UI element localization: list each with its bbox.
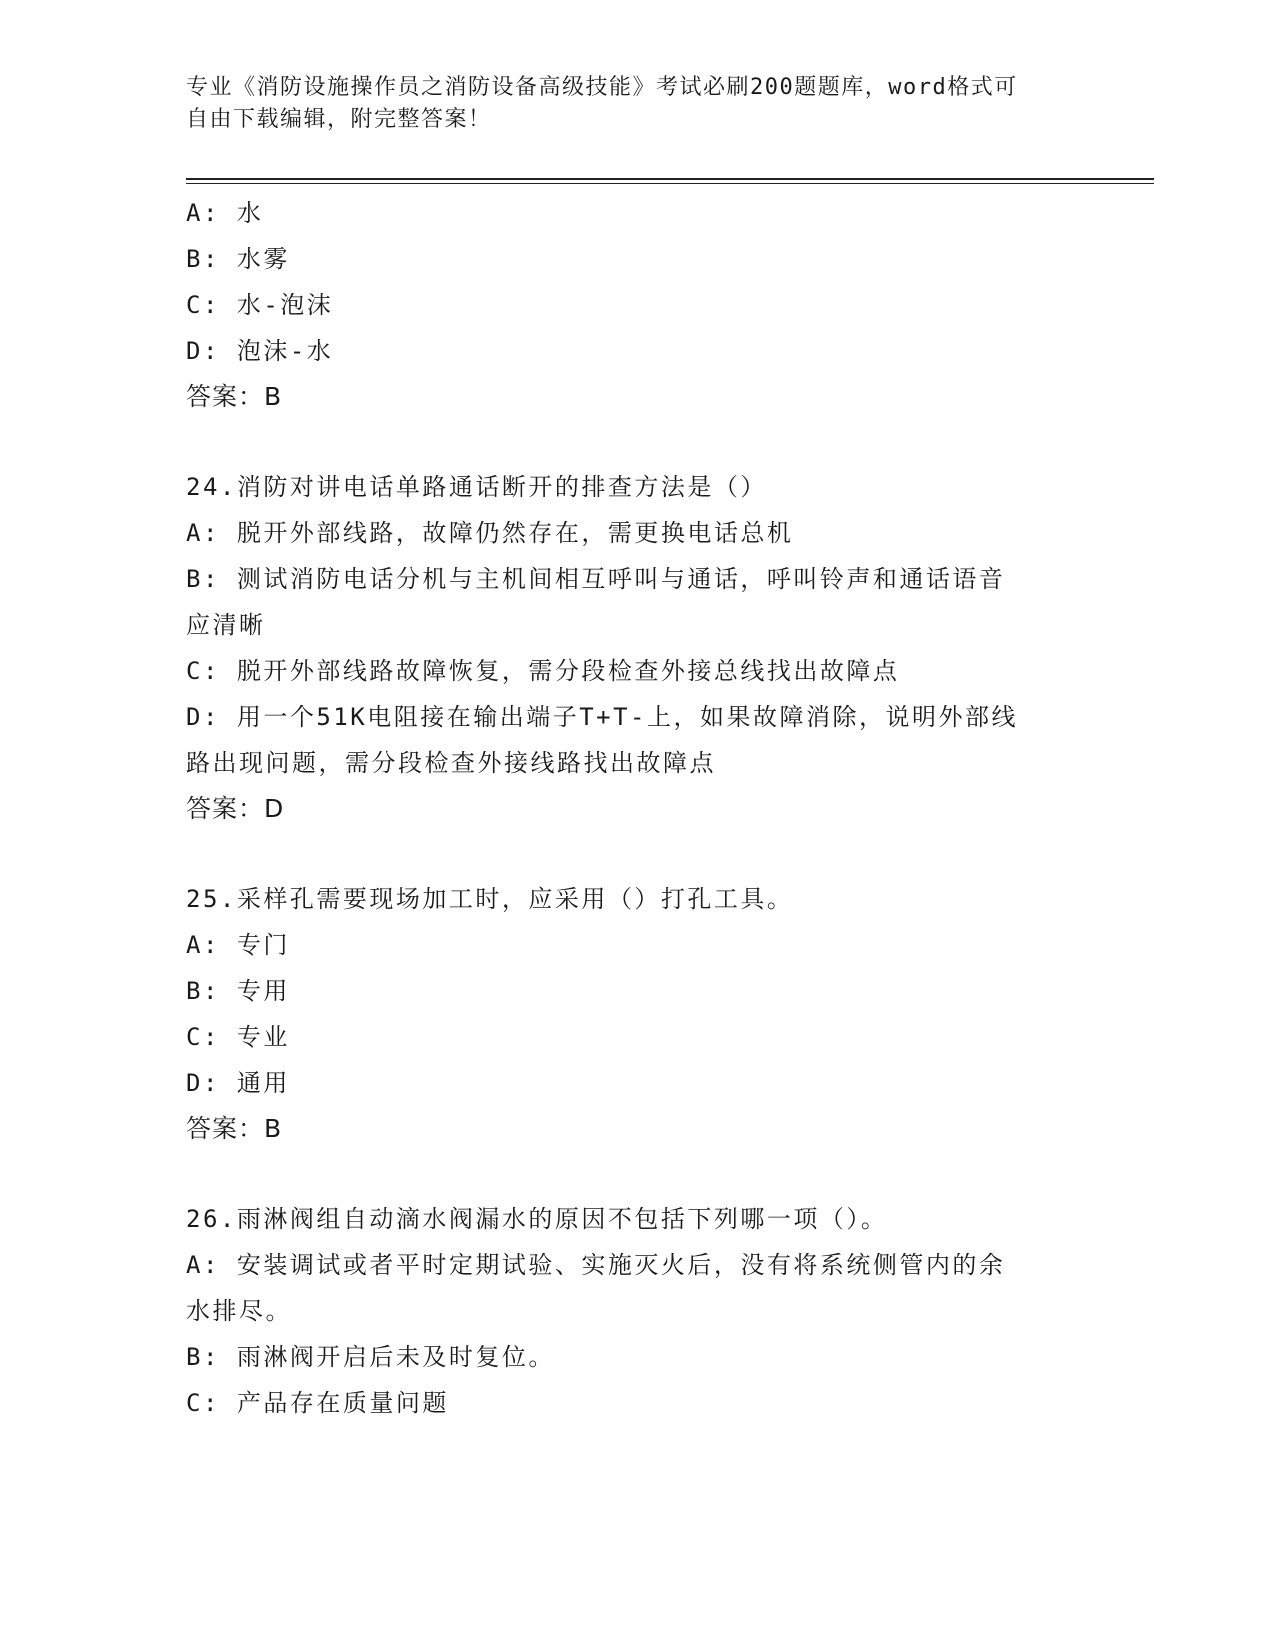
option-d: D: 泡沫-水 xyxy=(186,337,334,365)
option-a: A: 专门 xyxy=(186,931,290,959)
option-a: A: 安装调试或者平时定期试验、实施灭火后，没有将系统侧管内的余 xyxy=(186,1251,1006,1279)
answer: 答案：B xyxy=(186,382,283,411)
option-b: B: 雨淋阀开启后未及时复位。 xyxy=(186,1343,555,1371)
option-a: A: 脱开外部线路，故障仍然存在，需更换电话总机 xyxy=(186,519,794,547)
question-stem: 24.消防对讲电话单路通话断开的排查方法是（） xyxy=(186,473,767,501)
header-divider xyxy=(186,178,1154,180)
answer: 答案：D xyxy=(186,794,285,823)
header-divider-thin xyxy=(186,183,1154,184)
option-d: D: 通用 xyxy=(186,1069,290,1097)
option-c: C: 产品存在质量问题 xyxy=(186,1389,449,1417)
option-a-continued: 水排尽。 xyxy=(186,1297,292,1325)
option-d-continued: 路出现问题，需分段检查外接线路找出故障点 xyxy=(186,749,716,777)
question-stem: 25.采样孔需要现场加工时，应采用（）打孔工具。 xyxy=(186,885,794,913)
option-b-continued: 应清晰 xyxy=(186,611,266,639)
option-b: B: 专用 xyxy=(186,977,290,1005)
option-c: C: 专业 xyxy=(186,1023,290,1051)
document-header xyxy=(186,72,1066,136)
header-line-1: 专业《消防设施操作员之消防设备高级技能》考试必刷200题题库，word格式可 xyxy=(186,75,1018,100)
header-line-2: 自由下载编辑，附完整答案！ xyxy=(186,107,492,132)
question-list xyxy=(186,190,1086,1426)
option-c: C: 脱开外部线路故障恢复，需分段检查外接总线找出故障点 xyxy=(186,657,900,685)
option-b: B: 测试消防电话分机与主机间相互呼叫与通话，呼叫铃声和通话语音 xyxy=(186,565,1006,593)
option-d: D: 用一个51K电阻接在输出端子T+T-上，如果故障消除，说明外部线 xyxy=(186,703,1018,731)
question-stem: 26.雨淋阀组自动滴水阀漏水的原因不包括下列哪一项（）。 xyxy=(186,1205,888,1233)
answer: 答案：B xyxy=(186,1114,283,1143)
option-b: B: 水雾 xyxy=(186,245,290,273)
option-a: A: 水 xyxy=(186,199,264,227)
option-c: C: 水-泡沫 xyxy=(186,291,334,319)
